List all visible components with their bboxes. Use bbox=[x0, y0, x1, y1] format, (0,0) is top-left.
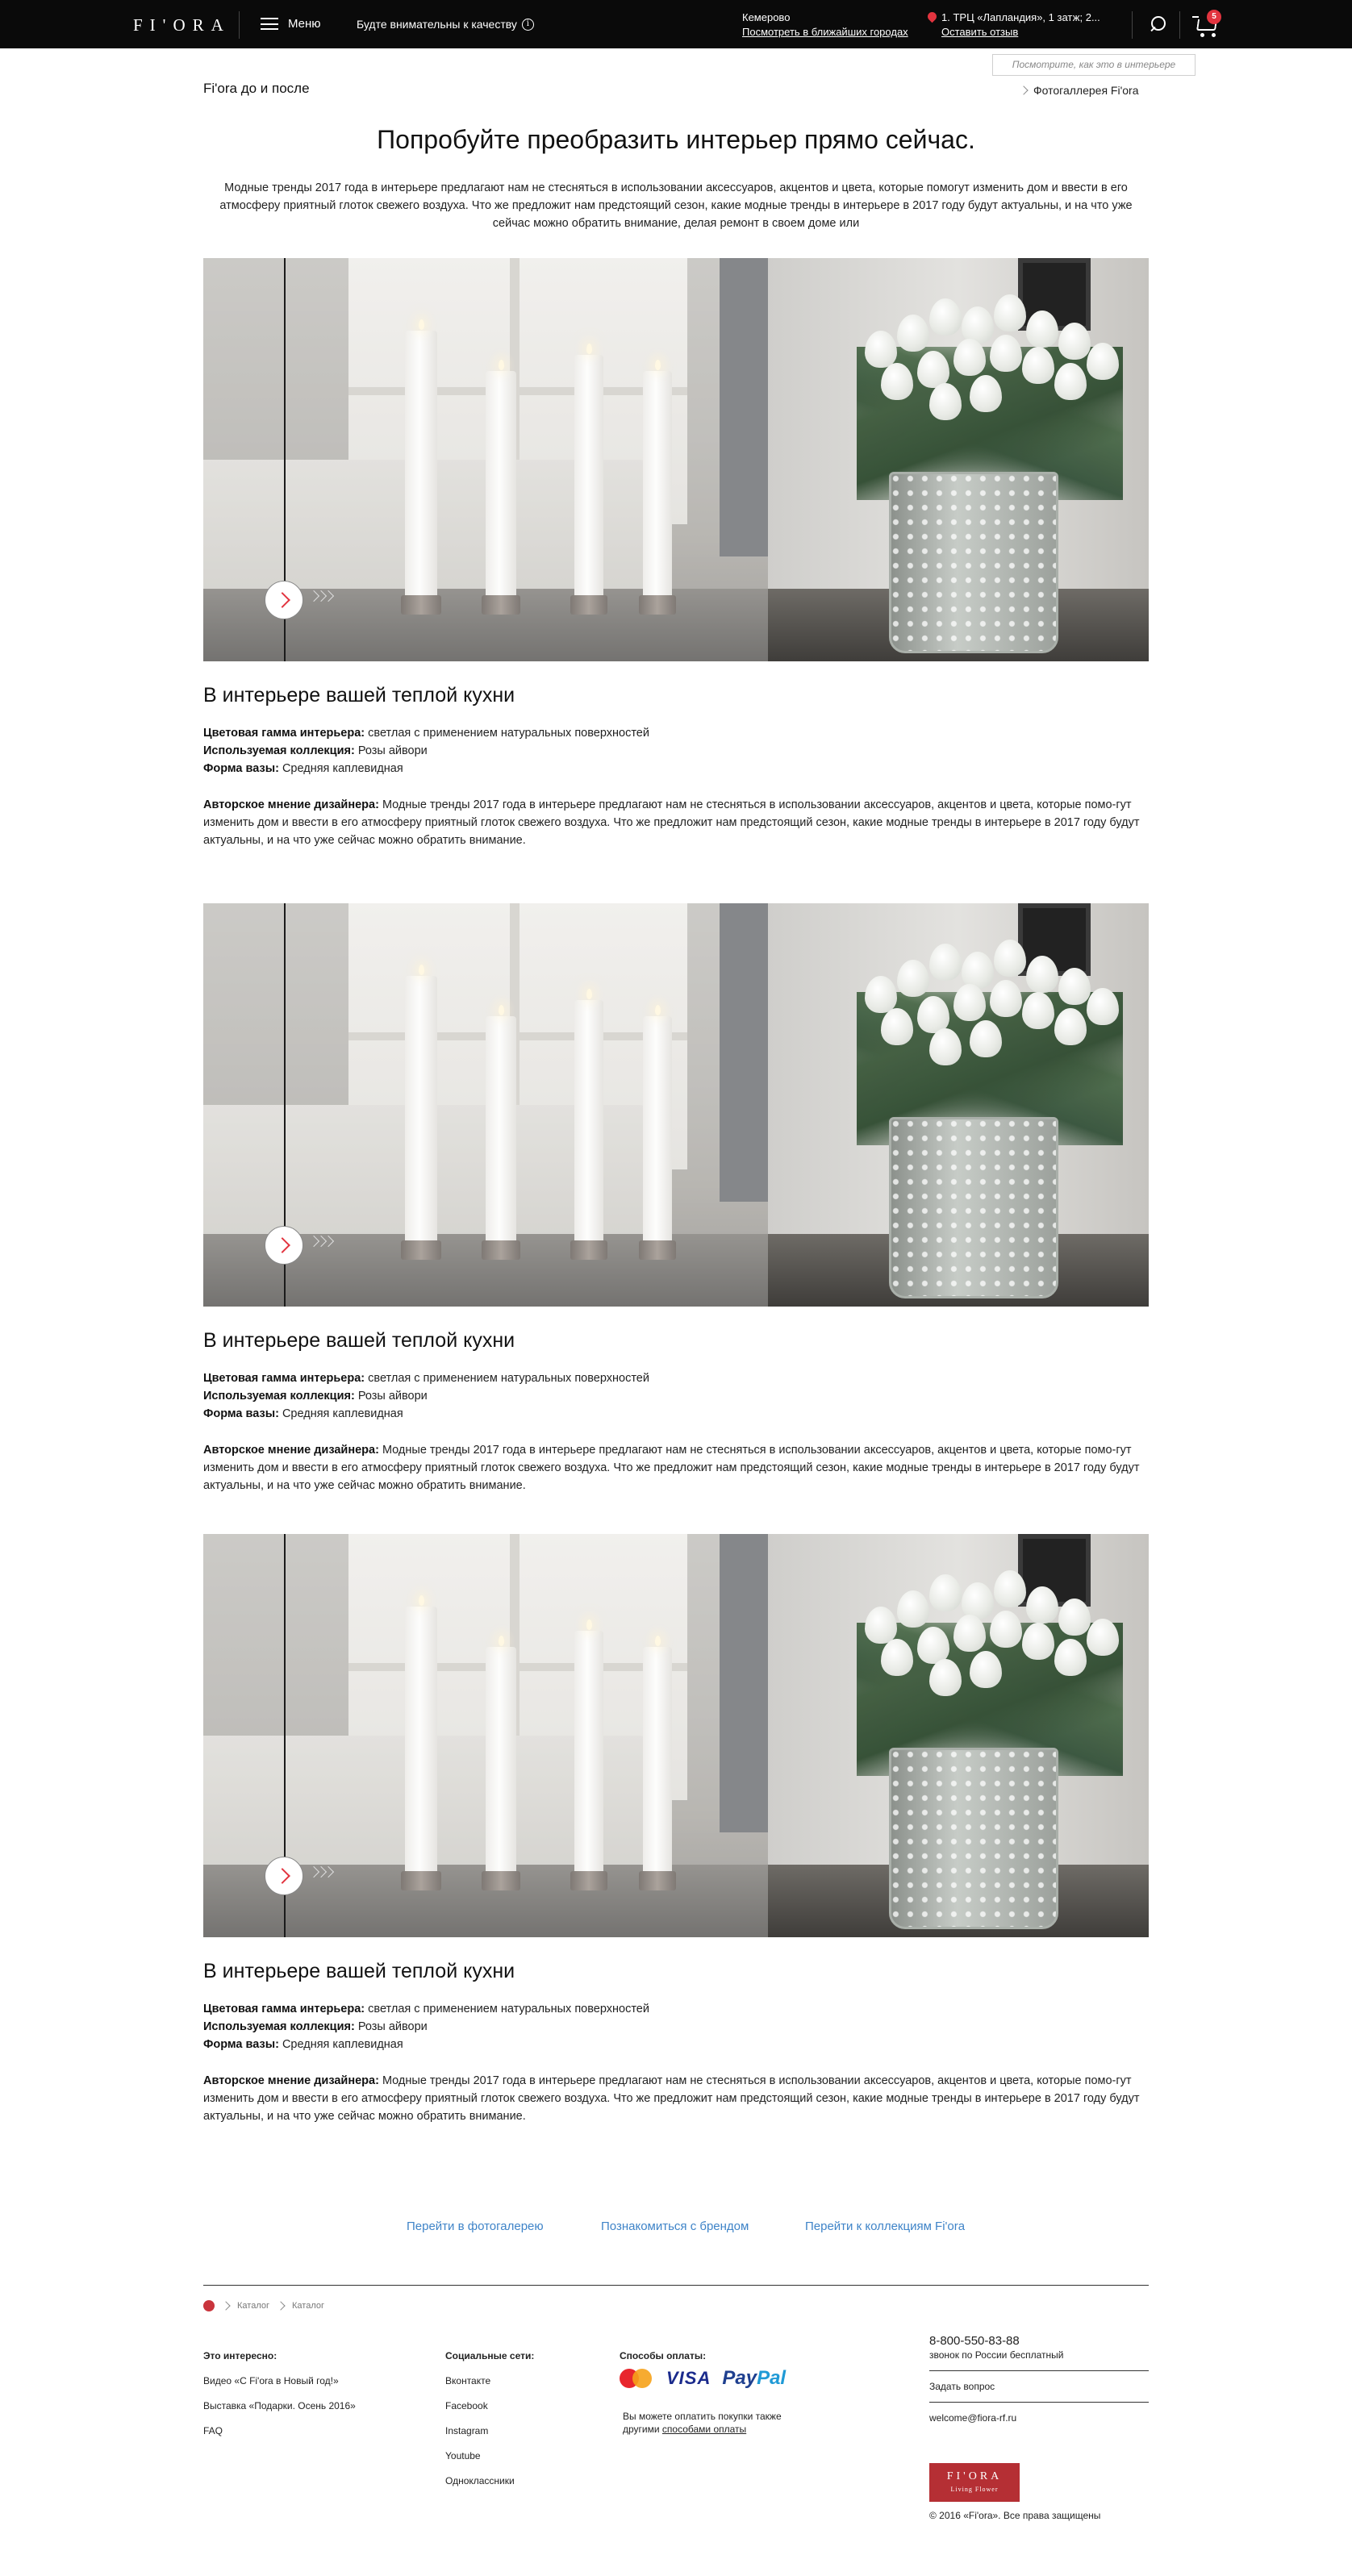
about-brand-link[interactable]: Познакомиться с брендом bbox=[601, 2220, 749, 2233]
quality-label: Будте внимательны к качеству bbox=[357, 18, 517, 31]
gallery-link-label: Фотогаллерея Fi'ora bbox=[1033, 84, 1139, 97]
chevrons-right-icon bbox=[310, 1868, 332, 1876]
location-pin-icon bbox=[928, 12, 937, 23]
hamburger-icon bbox=[261, 18, 278, 30]
cart-icon bbox=[1192, 16, 1199, 18]
block-title: В интерьере вашей теплой кухни bbox=[203, 684, 515, 707]
footer-heading: Это интересно: bbox=[203, 2350, 277, 2361]
footer-contact bbox=[929, 2334, 1149, 2424]
search-icon[interactable] bbox=[1145, 12, 1170, 36]
footer-breadcrumb bbox=[203, 2300, 324, 2311]
intro-text: Модные тренды 2017 года в интерьере предлагают нам не стесняться в использовании аксессуаров, акцентов и цвета, которые помогут изменить дом и ввести в его атмосферу приятный глоток свежего воздуха. Что же предложит нам предстоящий сезон, какие модные тренды в интерьере в 2017 году будут актуальны, и на что уже сейчас можно обратить внимание, делая ремонт в своем доме или bbox=[219, 181, 1133, 230]
city-name[interactable]: Кемерово bbox=[742, 11, 791, 23]
slider-handle[interactable] bbox=[265, 1857, 303, 1895]
go-to-collections-link[interactable]: Перейти к коллекциям Fi'ora bbox=[805, 2220, 966, 2233]
copyright: © 2016 «Fi'ora». Все права защищены bbox=[929, 2510, 1101, 2521]
chevrons-right-icon bbox=[310, 592, 332, 600]
footer-divider bbox=[203, 2285, 1149, 2286]
header-divider bbox=[1132, 11, 1133, 39]
site-logo[interactable]: FI'ORA bbox=[133, 15, 231, 35]
info-icon[interactable]: i bbox=[522, 19, 534, 31]
social-link-instagram[interactable]: Instagram bbox=[445, 2425, 489, 2436]
social-link-ok[interactable]: Одноклассники bbox=[445, 2475, 515, 2486]
chevron-right-icon bbox=[276, 2301, 285, 2310]
block-specs: Цветовая гамма интерьера: светлая с применением натуральных поверхностей Используемая коллекция: Розы айвори Форма вазы: Средняя каплевидная bbox=[203, 727, 649, 775]
page-breadcrumb: Fi'ora до и после bbox=[203, 81, 310, 96]
leave-review-link[interactable]: Оставить отзыв bbox=[941, 26, 1019, 38]
ask-question-link[interactable]: Задать вопрос bbox=[929, 2381, 995, 2392]
footer-heading: Способы оплаты: bbox=[620, 2350, 707, 2361]
footer-link[interactable]: FAQ bbox=[203, 2425, 223, 2436]
social-link-facebook[interactable]: Facebook bbox=[445, 2400, 488, 2411]
block-specs: Цветовая гамма интерьера: светлая с применением натуральных поверхностей Используемая коллекция: Розы айвори Форма вазы: Средняя каплевидная bbox=[203, 2003, 649, 2051]
gallery-link[interactable] bbox=[1020, 84, 1138, 97]
footer-link[interactable]: Видео «С Fi'ora в Новый год!» bbox=[203, 2375, 339, 2386]
store-address[interactable] bbox=[928, 10, 1100, 40]
phone-note: звонок по России бесплатный bbox=[929, 2349, 1064, 2361]
phone-number[interactable]: 8-800-550-83-88 bbox=[929, 2334, 1020, 2348]
chevron-right-icon bbox=[1019, 85, 1028, 94]
payment-methods-link[interactable]: способами оплаты bbox=[661, 2424, 747, 2435]
block-specs: Цветовая гамма интерьера: светлая с применением натуральных поверхностей Используемая коллекция: Розы айвори Форма вазы: Средняя каплевидная bbox=[203, 1372, 649, 1420]
interior-photo bbox=[203, 1534, 1149, 1937]
payment-logos bbox=[620, 2367, 786, 2390]
footer-heading: Социальные сети: bbox=[445, 2350, 535, 2361]
look-in-interior-input[interactable]: Посмотрите, как это в интерьере bbox=[992, 54, 1196, 76]
menu-label: Меню bbox=[288, 17, 321, 31]
footer-crumb[interactable]: Каталог bbox=[237, 2301, 269, 2311]
footer-social bbox=[445, 2344, 534, 2494]
slider-handle[interactable] bbox=[265, 1226, 303, 1265]
visa-icon: VISA bbox=[666, 2368, 711, 2388]
header-divider bbox=[239, 11, 240, 39]
designer-opinion: Авторское мнение дизайнера: Модные тренды 2017 года в интерьере предлагают нам не стесняться в использовании аксессуаров, акцентов и цвета, которые помо-гут изменить дом и ввести в его атмосферу приятный глоток свежего воздуха. Что же предложит нам предстоящий сезон, какие модные тренды в интерьере в 2017 году будут актуальны, и на что уже сейчас можно обратить внимание. bbox=[203, 1444, 1140, 1492]
footer-crumb[interactable]: Каталог bbox=[292, 2301, 324, 2311]
top-header bbox=[0, 0, 1352, 48]
payment-note: Вы можете оплатить покупки также другими способами оплаты bbox=[623, 2411, 782, 2435]
block-title: В интерьере вашей теплой кухни bbox=[203, 1960, 515, 1982]
designer-opinion: Авторское мнение дизайнера: Модные тренды 2017 года в интерьере предлагают нам не стесняться в использовании аксессуаров, акцентов и цвета, которые помо-гут изменить дом и ввести в его атмосферу приятный глоток свежего воздуха. Что же предложит нам предстоящий сезон, какие модные тренды в интерьере в 2017 году будут актуальны, и на что уже сейчас можно обратить внимание. bbox=[203, 2074, 1140, 2123]
footer-payment bbox=[620, 2344, 706, 2369]
address-text[interactable]: 1. ТРЦ «Лапландия», 1 затж; 2... bbox=[941, 11, 1100, 23]
designer-opinion: Авторское мнение дизайнера: Модные тренды 2017 года в интерьере предлагают нам не стесняться в использовании аксессуаров, акцентов и цвета, которые помо-гут изменить дом и ввести в его атмосферу приятный глоток свежего воздуха. Что же предложит нам предстоящий сезон, какие модные тренды в интерьере в 2017 году будут актуальны, и на что уже сейчас можно обратить внимание. bbox=[203, 798, 1140, 847]
paypal-icon: PayPal bbox=[722, 2367, 787, 2389]
brand-badge[interactable]: FI'ORA Living Flower bbox=[929, 2463, 1020, 2502]
nearby-cities-link[interactable]: Посмотреть в ближайших городах bbox=[742, 26, 908, 38]
email-link[interactable]: welcome@fiora-rf.ru bbox=[929, 2412, 1017, 2424]
before-after-slider[interactable] bbox=[203, 903, 1149, 1307]
interior-photo bbox=[203, 903, 1149, 1307]
cart-button[interactable] bbox=[1192, 11, 1225, 39]
social-link-vk[interactable]: Вконтакте bbox=[445, 2375, 491, 2386]
chevrons-right-icon bbox=[310, 1237, 332, 1245]
before-after-slider[interactable] bbox=[203, 258, 1149, 661]
cart-count-badge: 5 bbox=[1207, 10, 1221, 24]
before-after-slider[interactable] bbox=[203, 1534, 1149, 1937]
footer-interesting bbox=[203, 2344, 356, 2444]
menu-button[interactable] bbox=[261, 17, 321, 31]
social-link-youtube[interactable]: Youtube bbox=[445, 2450, 481, 2461]
slider-handle[interactable] bbox=[265, 581, 303, 619]
block-title: В интерьере вашей теплой кухни bbox=[203, 1329, 515, 1352]
interior-photo bbox=[203, 258, 1149, 661]
page-title: Попробуйте преобразить интерьер прямо сейчас. bbox=[377, 125, 975, 154]
chevron-right-icon bbox=[221, 2301, 230, 2310]
header-divider bbox=[1179, 11, 1180, 39]
city-selector[interactable] bbox=[742, 10, 908, 40]
logo-icon[interactable] bbox=[203, 2300, 215, 2311]
go-to-gallery-link[interactable]: Перейти в фотогалерею bbox=[407, 2220, 544, 2233]
footer-link[interactable]: Выставка «Подарки. Осень 2016» bbox=[203, 2400, 356, 2411]
quality-notice[interactable] bbox=[357, 18, 534, 31]
mastercard-icon bbox=[620, 2367, 655, 2390]
